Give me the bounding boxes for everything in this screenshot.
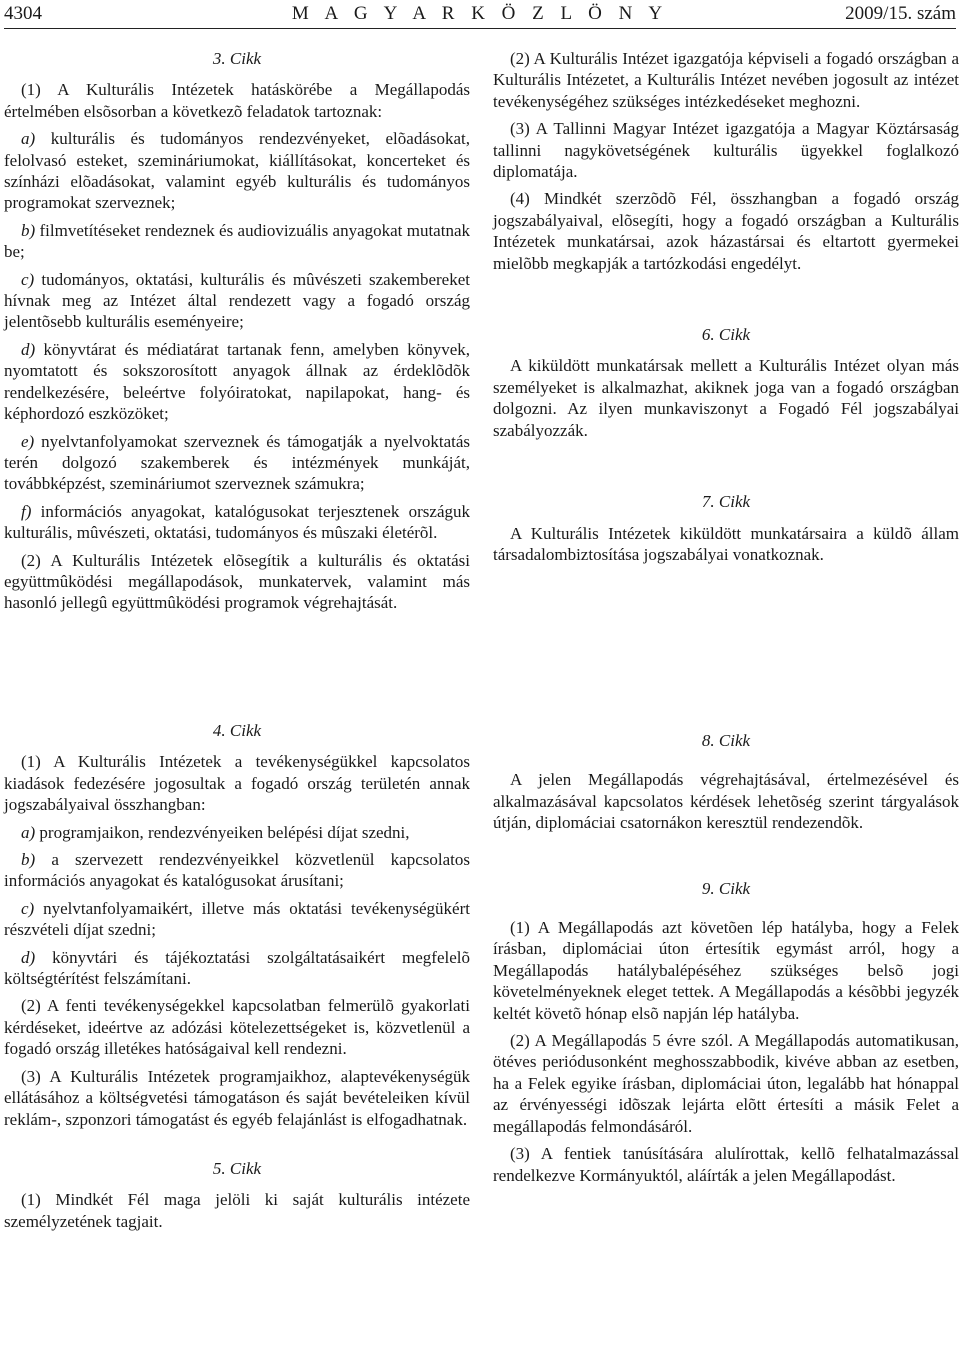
article-9-heading: 9. Cikk — [701, 878, 751, 898]
right-column-top — [493, 48, 959, 571]
item-label: d) — [21, 947, 36, 967]
item-label: b) — [21, 850, 36, 870]
article-7-heading: 7. Cikk — [701, 492, 751, 512]
article-4-para-2: (2) A fenti tevékenységekkel kapcsolatban felmerülõ gyakorlati kérdéseket, ideértve az adózási kötelezettségeket is, közvetlenül a fogadó ország illetékes hatóságaival kell rendezni. — [4, 996, 470, 1059]
left-column-bottom — [4, 720, 470, 1238]
item-text: programjaikon, rendezvényeiken belépési díjat szedni, — [35, 822, 410, 842]
issue-number: 2009/15. szám — [845, 3, 956, 24]
right-column-bottom — [493, 730, 959, 1192]
article-5-para-2: (2) A Kulturális Intézet igazgatója képviseli a fogadó országban a Kulturális Intézetet, a Kulturális Intézet nevében jogosult az intézet tevékenységéhez szükséges intézkedéseket meghozni. — [493, 49, 959, 111]
journal-title: M A G Y A R K Ö Z L Ö N Y — [291, 3, 669, 24]
article-5-heading: 5. Cikk — [212, 1158, 262, 1178]
item-text: könyvtárat és médiatárat tartanak fenn, amelyben könyvek, nyomtatott és sokszorosított anyagok állnak az érdeklõdõk rendelkezésére, beleértve folyóiratokat, napilapokat, hang- és képhordozó eszközöket; — [4, 339, 470, 424]
article-6-para: A kiküldött munkatársak mellett a Kulturális Intézet olyan más személyeket is alkalmazhat, akiknek joga van a fogadó országban dolgozni. Az ilyen munkaviszonyt a Fogadó Fél jogszabályai szabályozzák. — [493, 356, 959, 440]
item-label: a) — [21, 129, 36, 149]
article-3-heading: 3. Cikk — [212, 49, 262, 68]
item-text: kulturális és tudományos rendezvényeket, elõadásokat, felolvasó esteket, szemináriumokat, kiállításokat, koncerteket és színházi elõadásokat, valamint egyéb kulturális és tudományos programokat szerveznek; — [4, 129, 470, 213]
item-text: filmvetítéseket rendeznek és audiovizuális anyagokat mutatnak be; — [4, 220, 470, 262]
article-6-heading: 6. Cikk — [701, 325, 751, 345]
page-number: 4304 — [4, 3, 42, 24]
item-label: c) — [21, 898, 35, 918]
item-label: e) — [21, 431, 35, 451]
article-3-item-e — [4, 431, 470, 495]
article-4-para-1: (1) A Kulturális Intézetek a tevékenységükkel kapcsolatos kiadások fedezésére jogosultak a fogadó ország területén annak jogszabályaival összhangban: — [4, 752, 470, 815]
article-9-para-2: (2) A Megállapodás 5 évre szól. A Megállapodás automatikusan, ötéves periódusonként meghosszabbodik, kivéve abban az esetben, ha a Felek egyike írásban, diplomáciai úton, legalább hat hónappal az érvényességi idõszak lejárta elõtt értesíti a másik Felet a megállapodás felmondásáról. — [493, 1031, 959, 1136]
article-4-item-c — [4, 898, 470, 941]
item-label: d) — [21, 339, 36, 359]
article-3-item-f — [4, 501, 470, 544]
article-4-item-b — [4, 849, 470, 892]
article-4-item-a — [4, 822, 470, 843]
article-9-para-3: (3) A fentiek tanúsítására alulírottak, kellõ felhatalmazással rendelkezve Kormányuktól, aláírták a jelen Megállapodást. — [493, 1144, 959, 1185]
article-5-para-1: (1) Mindkét Fél maga jelöli ki saját kulturális intézete személyzetének tagjait. — [4, 1190, 470, 1231]
article-3-item-c — [4, 269, 470, 333]
article-3-para-2: (2) A Kulturális Intézetek elõsegítik a kulturális és oktatási együttmûködési megállapodások, munkatervek, valamint más hasonló jellegû együttmûködési programok végrehajtását. — [4, 550, 470, 613]
item-text: könyvtári és tájékoztatási szolgáltatásaikért megfelelõ költségtérítést felszámítani. — [4, 947, 470, 989]
article-4-item-d — [4, 947, 470, 990]
item-label: a) — [21, 822, 36, 842]
article-5-para-3: (3) A Tallinni Magyar Intézet igazgatója a Magyar Köztársaság tallinni nagykövetségének kulturális ügyekkel foglalkozó diplomatája. — [493, 119, 959, 182]
article-7-para: A Kulturális Intézetek kiküldött munkatársaira a küldõ állam társadalombiztosítása jogszabályai vonatkoznak. — [493, 523, 959, 564]
left-column-top — [4, 48, 470, 620]
item-label: b) — [21, 220, 36, 240]
item-text: információs anyagokat, katalógusokat terjesztenek országuk kulturális, mûvészeti, oktatási, tudományos és mûszaki életérõl. — [4, 501, 470, 543]
article-8-para: A jelen Megállapodás végrehajtásával, értelmezésével és alkalmazásával kapcsolatos kérdések lehetõség szerint tárgyalások útján, diplomáciai csatornákon keresztül rendezendõk. — [493, 770, 959, 833]
item-text: nyelvtanfolyamaikért, illetve más oktatási tevékenységükért részvételi díjat szedni; — [4, 898, 470, 940]
item-text: nyelvtanfolyamokat szerveznek és támogatják a nyelvoktatás terén dolgozó szakemberek és intézmények munkáját, továbbképzést, szemináriumot szerveznek számukra; — [4, 431, 470, 494]
article-3-item-d — [4, 339, 470, 425]
article-3-item-a — [4, 128, 470, 214]
article-4-heading: 4. Cikk — [212, 721, 262, 740]
item-label: f) — [21, 501, 32, 521]
article-5-para-4: (4) Mindkét szerzõdõ Fél, összhangban a fogadó ország jogszabályaival, elõsegíti, hogy a fogadó országban a Kulturális Intézetek munkatársai, azok házastársai és eltartott gyermekei mielõbb megkapják a tartózkodási engedélyt. — [493, 189, 959, 273]
item-text: a szervezett rendezvényeikkel közvetlenül kapcsolatos információs anyagokat és katalógusokat árusítani; — [4, 850, 470, 891]
page-header — [4, 2, 956, 29]
item-label: c) — [21, 269, 35, 289]
item-text: tudományos, oktatási, kulturális és mûvészeti szakembereket hívnak meg az Intézet által rendezett vagy a fogadó ország jelentõsebb kulturális eseményeire; — [4, 269, 470, 332]
article-3-para-1: (1) A Kulturális Intézetek hatáskörébe a Megállapodás értelmében elsõsorban a következõ feladatok tartoznak: — [4, 80, 470, 121]
article-8-heading: 8. Cikk — [701, 731, 751, 750]
article-4-para-3: (3) A Kulturális Intézetek programjaikhoz, alaptevékenységük ellátásához a költségvetési támogatáson és saját bevételeiken kívül reklám-, szponzori támogatást és egyéb felajánlást is elfogadhatnak. — [4, 1066, 470, 1129]
article-9-para-1: (1) A Megállapodás azt követõen lép hatályba, hogy a Felek írásban, diplomáciai úton értesítik egymást arról, hogy a Megállapodás hatálybalépéséhez szükséges belsõ jogi követelményeknek eleget tettek. A Megállapodás a késõbbi jegyzék keltét követõ hónap elsõ napján lép hatályba. — [493, 918, 959, 1023]
article-3-item-b — [4, 220, 470, 263]
